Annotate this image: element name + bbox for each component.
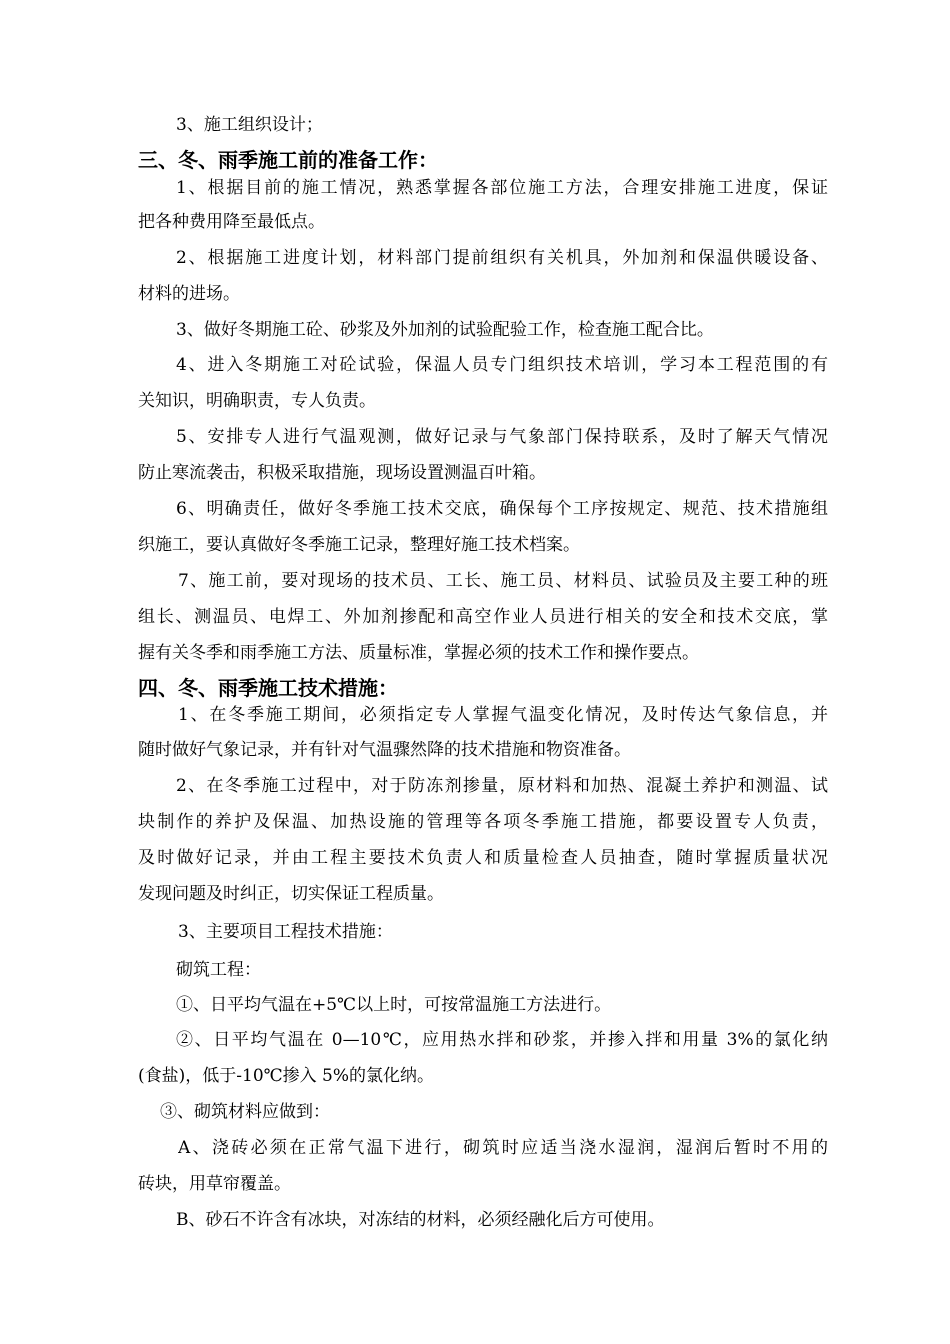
text-line: 关知识，明确职责，专人负责。 — [138, 391, 376, 411]
text-line: (食盐)，低于-10℃掺入 5%的氯化纳。 — [138, 1066, 435, 1086]
text-line: 防止寒流袭击，积极采取措施，现场设置测温百叶箱。 — [138, 463, 546, 483]
text-line: A、浇砖必须在正常气温下进行，砌筑时应适当浇水湿润，湿润后暂时不用的 — [178, 1138, 828, 1158]
text-line: 3、施工组织设计； — [176, 115, 323, 135]
text-line: 发现问题及时纠正，切实保证工程质量。 — [138, 884, 444, 904]
text-line: 5、安排专人进行气温观测，做好记录与气象部门保持联系，及时了解天气情况 — [176, 427, 828, 447]
text-line: 2、根据施工进度计划，材料部门提前组织有关机具，外加剂和保温供暖设备、 — [176, 248, 828, 268]
text-line: 握有关冬季和雨季施工方法、质量标准，掌握必须的技术工作和操作要点。 — [138, 643, 699, 663]
section-heading: 三、冬、雨季施工前的准备工作： — [138, 148, 438, 172]
text-line: 4、进入冬期施工对砼试验，保温人员专门组织技术培训，学习本工程范围的有 — [176, 355, 828, 375]
text-line: ③、砌筑材料应做到： — [160, 1102, 330, 1122]
text-line: ②、日平均气温在 0—10℃，应用热水拌和砂浆，并掺入拌和用量 3%的氯化纳 — [176, 1030, 828, 1050]
text-line: 织施工，要认真做好冬季施工记录，整理好施工技术档案。 — [138, 535, 580, 555]
text-line: B、砂石不许含有冰块，对冻结的材料，必须经融化后方可使用。 — [176, 1210, 665, 1230]
text-line: 1、在冬季施工期间，必须指定专人掌握气温变化情况，及时传达气象信息，并 — [178, 705, 828, 725]
text-line: ①、日平均气温在+5℃以上时，可按常温施工方法进行。 — [176, 995, 612, 1015]
text-line: 砖块，用草帘覆盖。 — [138, 1174, 291, 1194]
text-line: 材料的进场。 — [138, 284, 240, 304]
section-heading: 四、冬、雨季施工技术措施： — [138, 676, 398, 700]
text-line: 砌筑工程： — [176, 960, 261, 980]
text-line: 1、根据目前的施工情况，熟悉掌握各部位施工方法，合理安排施工进度，保证 — [176, 178, 828, 198]
text-line: 及时做好记录，并由工程主要技术负责人和质量检查人员抽查，随时掌握质量状况 — [138, 848, 828, 868]
text-line: 6、明确责任，做好冬季施工技术交底，确保每个工序按规定、规范、技术措施组 — [176, 499, 828, 519]
text-line: 块制作的养护及保温、加热设施的管理等各项冬季施工措施，都要设置专人负责， — [138, 812, 828, 832]
text-line: 随时做好气象记录，并有针对气温骤然降的技术措施和物资准备。 — [138, 740, 631, 760]
text-line: 把各种费用降至最低点。 — [138, 212, 325, 232]
text-line: 3、做好冬期施工砼、砂浆及外加剂的试验配验工作，检查施工配合比。 — [176, 320, 714, 340]
text-line: 2、在冬季施工过程中，对于防冻剂掺量，原材料和加热、混凝土养护和测温、试 — [176, 776, 828, 796]
text-line: 3、主要项目工程技术措施： — [178, 922, 393, 942]
text-line: 7、施工前，要对现场的技术员、工长、施工员、材料员、试验员及主要工种的班 — [178, 571, 828, 591]
text-line: 组长、测温员、电焊工、外加剂掺配和高空作业人员进行相关的安全和技术交底，掌 — [138, 607, 828, 627]
